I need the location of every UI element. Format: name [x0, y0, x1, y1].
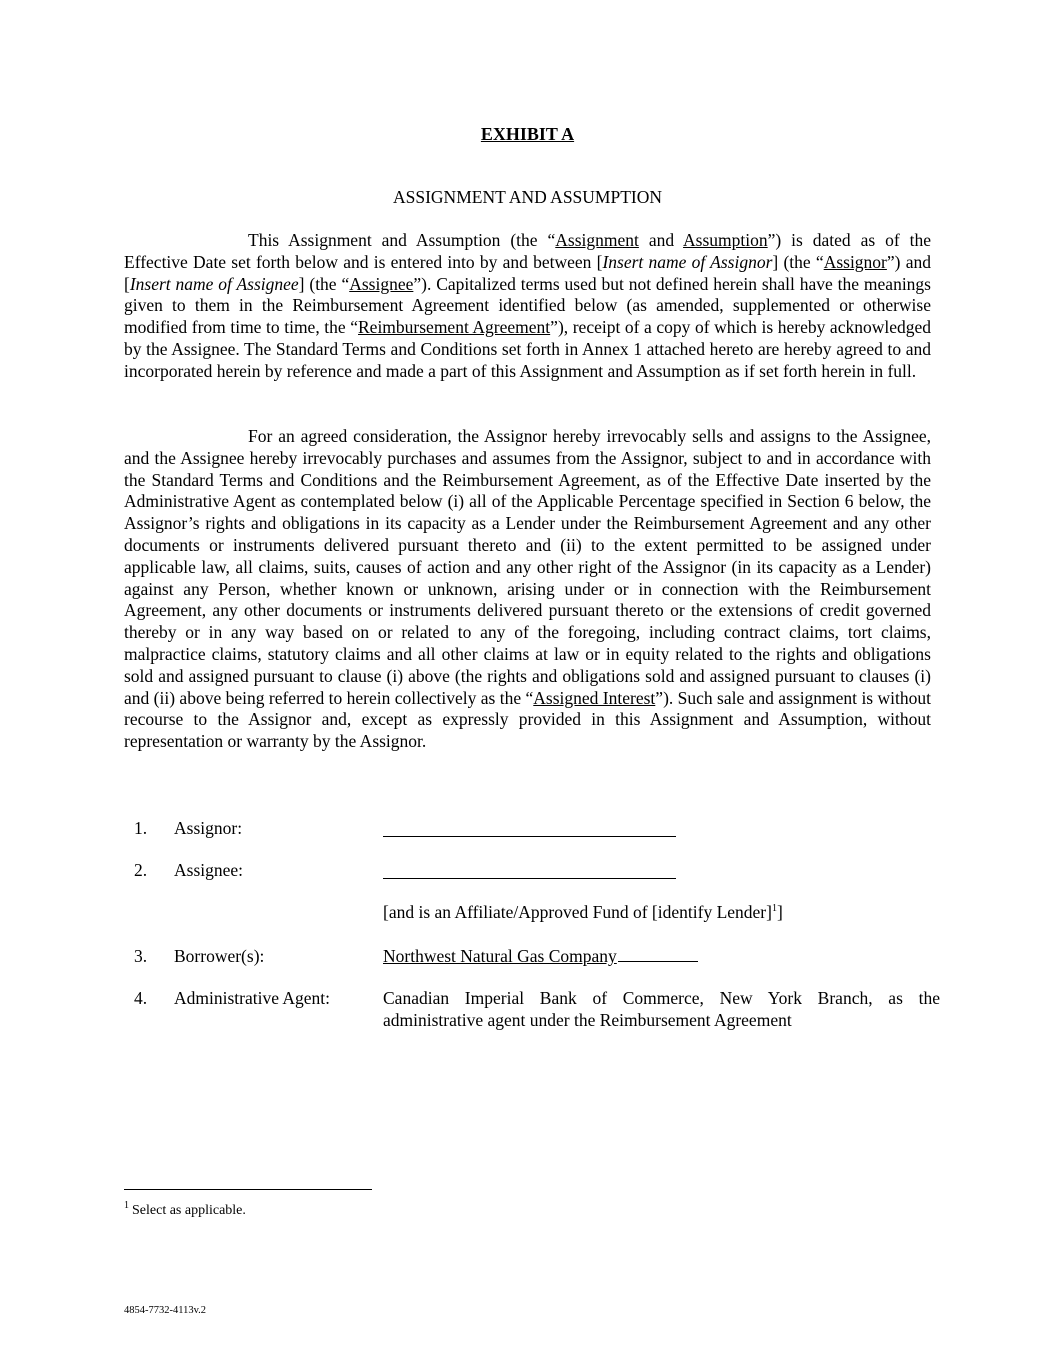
footnote-separator [124, 1189, 372, 1190]
assignee-blank-line [383, 878, 676, 879]
consideration-paragraph: For an agreed consideration, the Assignor hereby irrevocably sells and assigns to the Assignee, and the Assignee hereby irrevocably purchases and assumes from the Assignor, subject to and in accordance with the Standard Terms and Conditions and the Reimbursement Agreement, as of the Effective Date inserted by the Administrative Agent as contemplated below (i) all of the Applicable Percentage specified in Section 6 below, the Assignor’s rights and obligations in its capacity as a Lender under the Reimbursement Agreement and any other documents or instruments delivered pursuant thereto and (ii) to the extent permitted to be assigned under applicable law, all claims, suits, causes of action and any other right of the Assignor (in its capacity as a Lender) against any Person, whether known or unknown, arising under or in connection with the Reimbursement Agreement, any other documents or instruments delivered pursuant thereto or the extensions of credit governed thereby or in any way based on or related to any of the foregoing, including contract claims, tort claims, malpractice claims, statutory claims and all other claims at law or in equity related to the rights and obligations sold and assigned pursuant to clause (i) above (the rights and obligations sold and assigned pursuant to clauses (i) and (ii) above being referred to herein collectively as the “Assigned Interest”). Such sale and assignment is without recourse to the Assignor and, except as expressly provided in this Assignment and Assumption, without representation or warranty by the Assignor. [124, 426, 931, 752]
intro-paragraph: This Assignment and Assumption (the “Assignment and Assumption”) is dated as of the Effective Date set forth below and is entered into by and between [Insert name of Assignor] (the “Assignor”) and [Insert name of Assignee] (the “Assignee”). Capitalized terms used but not defined herein shall have the meanings given to them in the Reimbursement Agreement identified below (as amended, supplemented or otherwise modified from time to time, the “Reimbursement Agreement”), receipt of a copy of which is hereby acknowledged by the Assignee. The Standard Terms and Conditions set forth in Annex 1 attached hereto are hereby agreed to and incorporated herein by reference and made a part of this Assignment and Assumption as if set forth herein in full. [124, 230, 931, 381]
item-number-1: 1. [134, 818, 148, 838]
footnote: $^1$ Select as applicable. [124, 1200, 246, 1218]
administrative-agent-label: Administrative Agent: [174, 988, 331, 1008]
defined-term-reimbursement-agreement: Reimbursement Agreement [358, 317, 551, 338]
document-title: ASSIGNMENT AND ASSUMPTION [392, 187, 663, 207]
administrative-agent-value: Canadian Imperial Bank of Commerce, New York Branch, as the administrative agent under the Reimbursement Agreement [383, 988, 940, 1030]
assignee-affiliate-note: [and is an Affiliate/Approved Fund of [identify Lender]$^1$] [383, 902, 783, 922]
borrower-value: Northwest Natural Gas Company [383, 946, 698, 967]
defined-term-assigned-interest: Assigned Interest [533, 687, 656, 708]
defined-term-assumption: Assumption [683, 230, 768, 250]
footnote-ref: 1 [771, 903, 777, 914]
document-id: 4854-7732-4113v.2 [124, 1305, 207, 1316]
assignor-blank-line [383, 836, 676, 837]
borrower-label: Borrower(s): [174, 946, 265, 966]
exhibit-title: EXHIBIT A [480, 124, 575, 144]
assignee-label: Assignee: [174, 860, 244, 880]
assignor-label: Assignor: [174, 818, 243, 838]
defined-term-assignee: Assignee [349, 273, 414, 294]
item-number-4: 4. [134, 988, 148, 1008]
defined-term-assignment: Assignment [555, 230, 639, 250]
defined-term-assignor: Assignor [823, 251, 887, 272]
item-number-3: 3. [134, 946, 148, 966]
item-number-2: 2. [134, 860, 148, 880]
